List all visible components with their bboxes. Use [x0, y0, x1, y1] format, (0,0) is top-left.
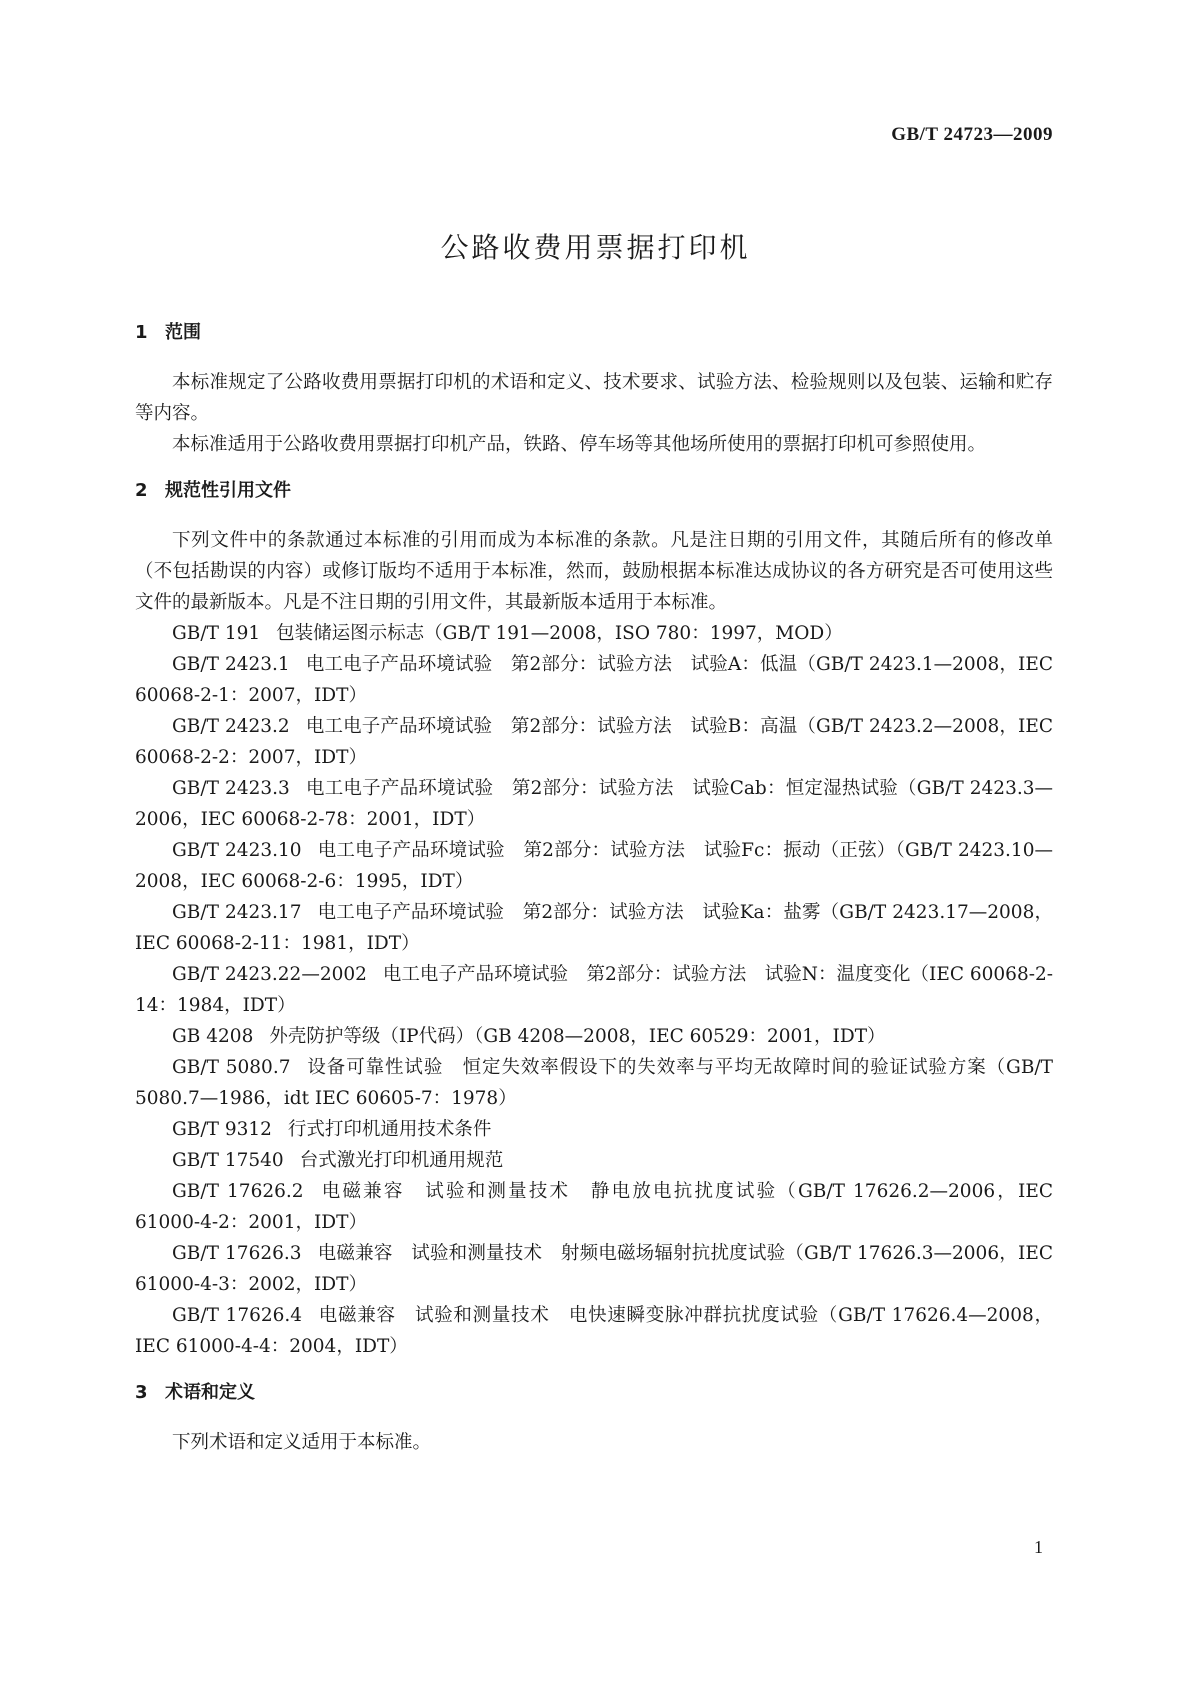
- reference-item: [135, 1021, 1053, 1052]
- reference-item: [135, 1176, 1053, 1238]
- reference-item: [135, 1114, 1053, 1145]
- reference-code: GB/T 2423.1: [172, 654, 290, 675]
- reference-code: GB/T 2423.10: [172, 840, 302, 861]
- reference-code: GB/T 2423.2: [172, 716, 290, 737]
- reference-text: 电工电子产品环境试验 第2部分：试验方法 试验N：温度变化（IEC 60068-2-14：1984，IDT）: [135, 964, 1053, 1016]
- reference-code: GB/T 2423.17: [172, 902, 302, 923]
- section-title: 术语和定义: [165, 1382, 255, 1403]
- reference-item: [135, 1300, 1053, 1362]
- reference-code: GB/T 191: [172, 623, 261, 644]
- reference-code: GB/T 17626.3: [172, 1243, 302, 1264]
- paragraph: 下列术语和定义适用于本标准。: [172, 1432, 432, 1453]
- reference-text: 电工电子产品环境试验 第2部分：试验方法 试验B：高温（GB/T 2423.2—2008，IEC 60068-2-2：2007，IDT）: [135, 716, 1053, 768]
- section-title: 规范性引用文件: [165, 480, 291, 501]
- reference-item: [135, 1238, 1053, 1300]
- reference-text: 包装储运图示标志（GB/T 191—2008，ISO 780：1997，MOD）: [276, 623, 843, 644]
- reference-text: 电磁兼容 试验和测量技术 电快速瞬变脉冲群抗扰度试验（GB/T 17626.4—2008，IEC 61000-4-4：2004，IDT）: [135, 1305, 1053, 1357]
- section-number: 2: [135, 480, 148, 501]
- reference-code: GB/T 17626.4: [172, 1305, 303, 1326]
- section-1-heading: [135, 318, 1053, 348]
- reference-text: 外壳防护等级（IP代码）（GB 4208—2008，IEC 60529：2001，IDT）: [269, 1026, 886, 1047]
- reference-text: 电磁兼容 试验和测量技术 静电放电抗扰度试验（GB/T 17626.2—2006，IEC 61000-4-2：2001，IDT）: [135, 1181, 1053, 1233]
- reference-item: [135, 835, 1053, 897]
- section-number: 3: [135, 1382, 148, 1403]
- reference-item: [135, 618, 1053, 649]
- standard-code: GB/T 24723—2009: [891, 124, 1053, 145]
- reference-text: 电工电子产品环境试验 第2部分：试验方法 试验Cab：恒定湿热试验（GB/T 2423.3—2006，IEC 60068-2-78：2001，IDT）: [135, 778, 1054, 830]
- reference-text: 设备可靠性试验 恒定失效率假设下的失效率与平均无故障时间的验证试验方案（GB/T 5080.7—1986，idt IEC 60605-7：1978）: [135, 1057, 1053, 1109]
- reference-text: 电磁兼容 试验和测量技术 射频电磁场辐射抗扰度试验（GB/T 17626.3—2006，IEC 61000-4-3：2002，IDT）: [135, 1243, 1053, 1295]
- section-2-heading: [135, 476, 1053, 506]
- reference-item: [135, 711, 1053, 773]
- reference-text: 电工电子产品环境试验 第2部分：试验方法 试验A：低温（GB/T 2423.1—2008，IEC 60068-2-1：2007，IDT）: [135, 654, 1053, 706]
- reference-item: [135, 773, 1053, 835]
- reference-item: [135, 897, 1053, 959]
- reference-text: 行式打印机通用技术条件: [287, 1119, 492, 1140]
- reference-text: 电工电子产品环境试验 第2部分：试验方法 试验Ka：盐雾（GB/T 2423.17—2008，IEC 60068-2-11：1981，IDT）: [135, 902, 1053, 954]
- page-number: 1: [1034, 1537, 1043, 1557]
- document-body: [135, 318, 1053, 1458]
- section-title: 范围: [165, 322, 201, 343]
- paragraph: 本标准适用于公路收费用票据打印机产品，铁路、停车场等其他场所使用的票据打印机可参照使用。: [172, 434, 987, 455]
- reference-code: GB/T 9312: [172, 1119, 272, 1140]
- document-title: 公路收费用票据打印机: [440, 231, 751, 264]
- paragraph: 本标准规定了公路收费用票据打印机的术语和定义、技术要求、试验方法、检验规则以及包装、运输和贮存等内容。: [135, 372, 1053, 424]
- reference-text: 电工电子产品环境试验 第2部分：试验方法 试验Fc：振动（正弦）（GB/T 2423.10—2008，IEC 60068-2-6：1995，IDT）: [135, 840, 1053, 892]
- reference-code: GB/T 17540: [172, 1150, 284, 1171]
- reference-item: [135, 1052, 1053, 1114]
- reference-code: GB/T 2423.3: [172, 778, 290, 799]
- reference-code: GB/T 5080.7: [172, 1057, 291, 1078]
- section-number: 1: [135, 322, 148, 343]
- reference-code: GB 4208: [172, 1026, 254, 1047]
- reference-code: GB/T 2423.22—2002: [172, 964, 367, 985]
- reference-text: 台式激光打印机通用规范: [299, 1150, 504, 1171]
- reference-item: [135, 649, 1053, 711]
- reference-item: [135, 1145, 1053, 1176]
- reference-item: [135, 959, 1053, 1021]
- reference-code: GB/T 17626.2: [172, 1181, 304, 1202]
- section-3-heading: [135, 1378, 1053, 1408]
- reference-list: [135, 618, 1053, 1362]
- paragraph: 下列文件中的条款通过本标准的引用而成为本标准的条款。凡是注日期的引用文件，其随后所有的修改单（不包括勘误的内容）或修订版均不适用于本标准，然而，鼓励根据本标准达成协议的各方研究是否可使用这些文件的最新版本。凡是不注日期的引用文件，其最新版本适用于本标准。: [135, 530, 1053, 613]
